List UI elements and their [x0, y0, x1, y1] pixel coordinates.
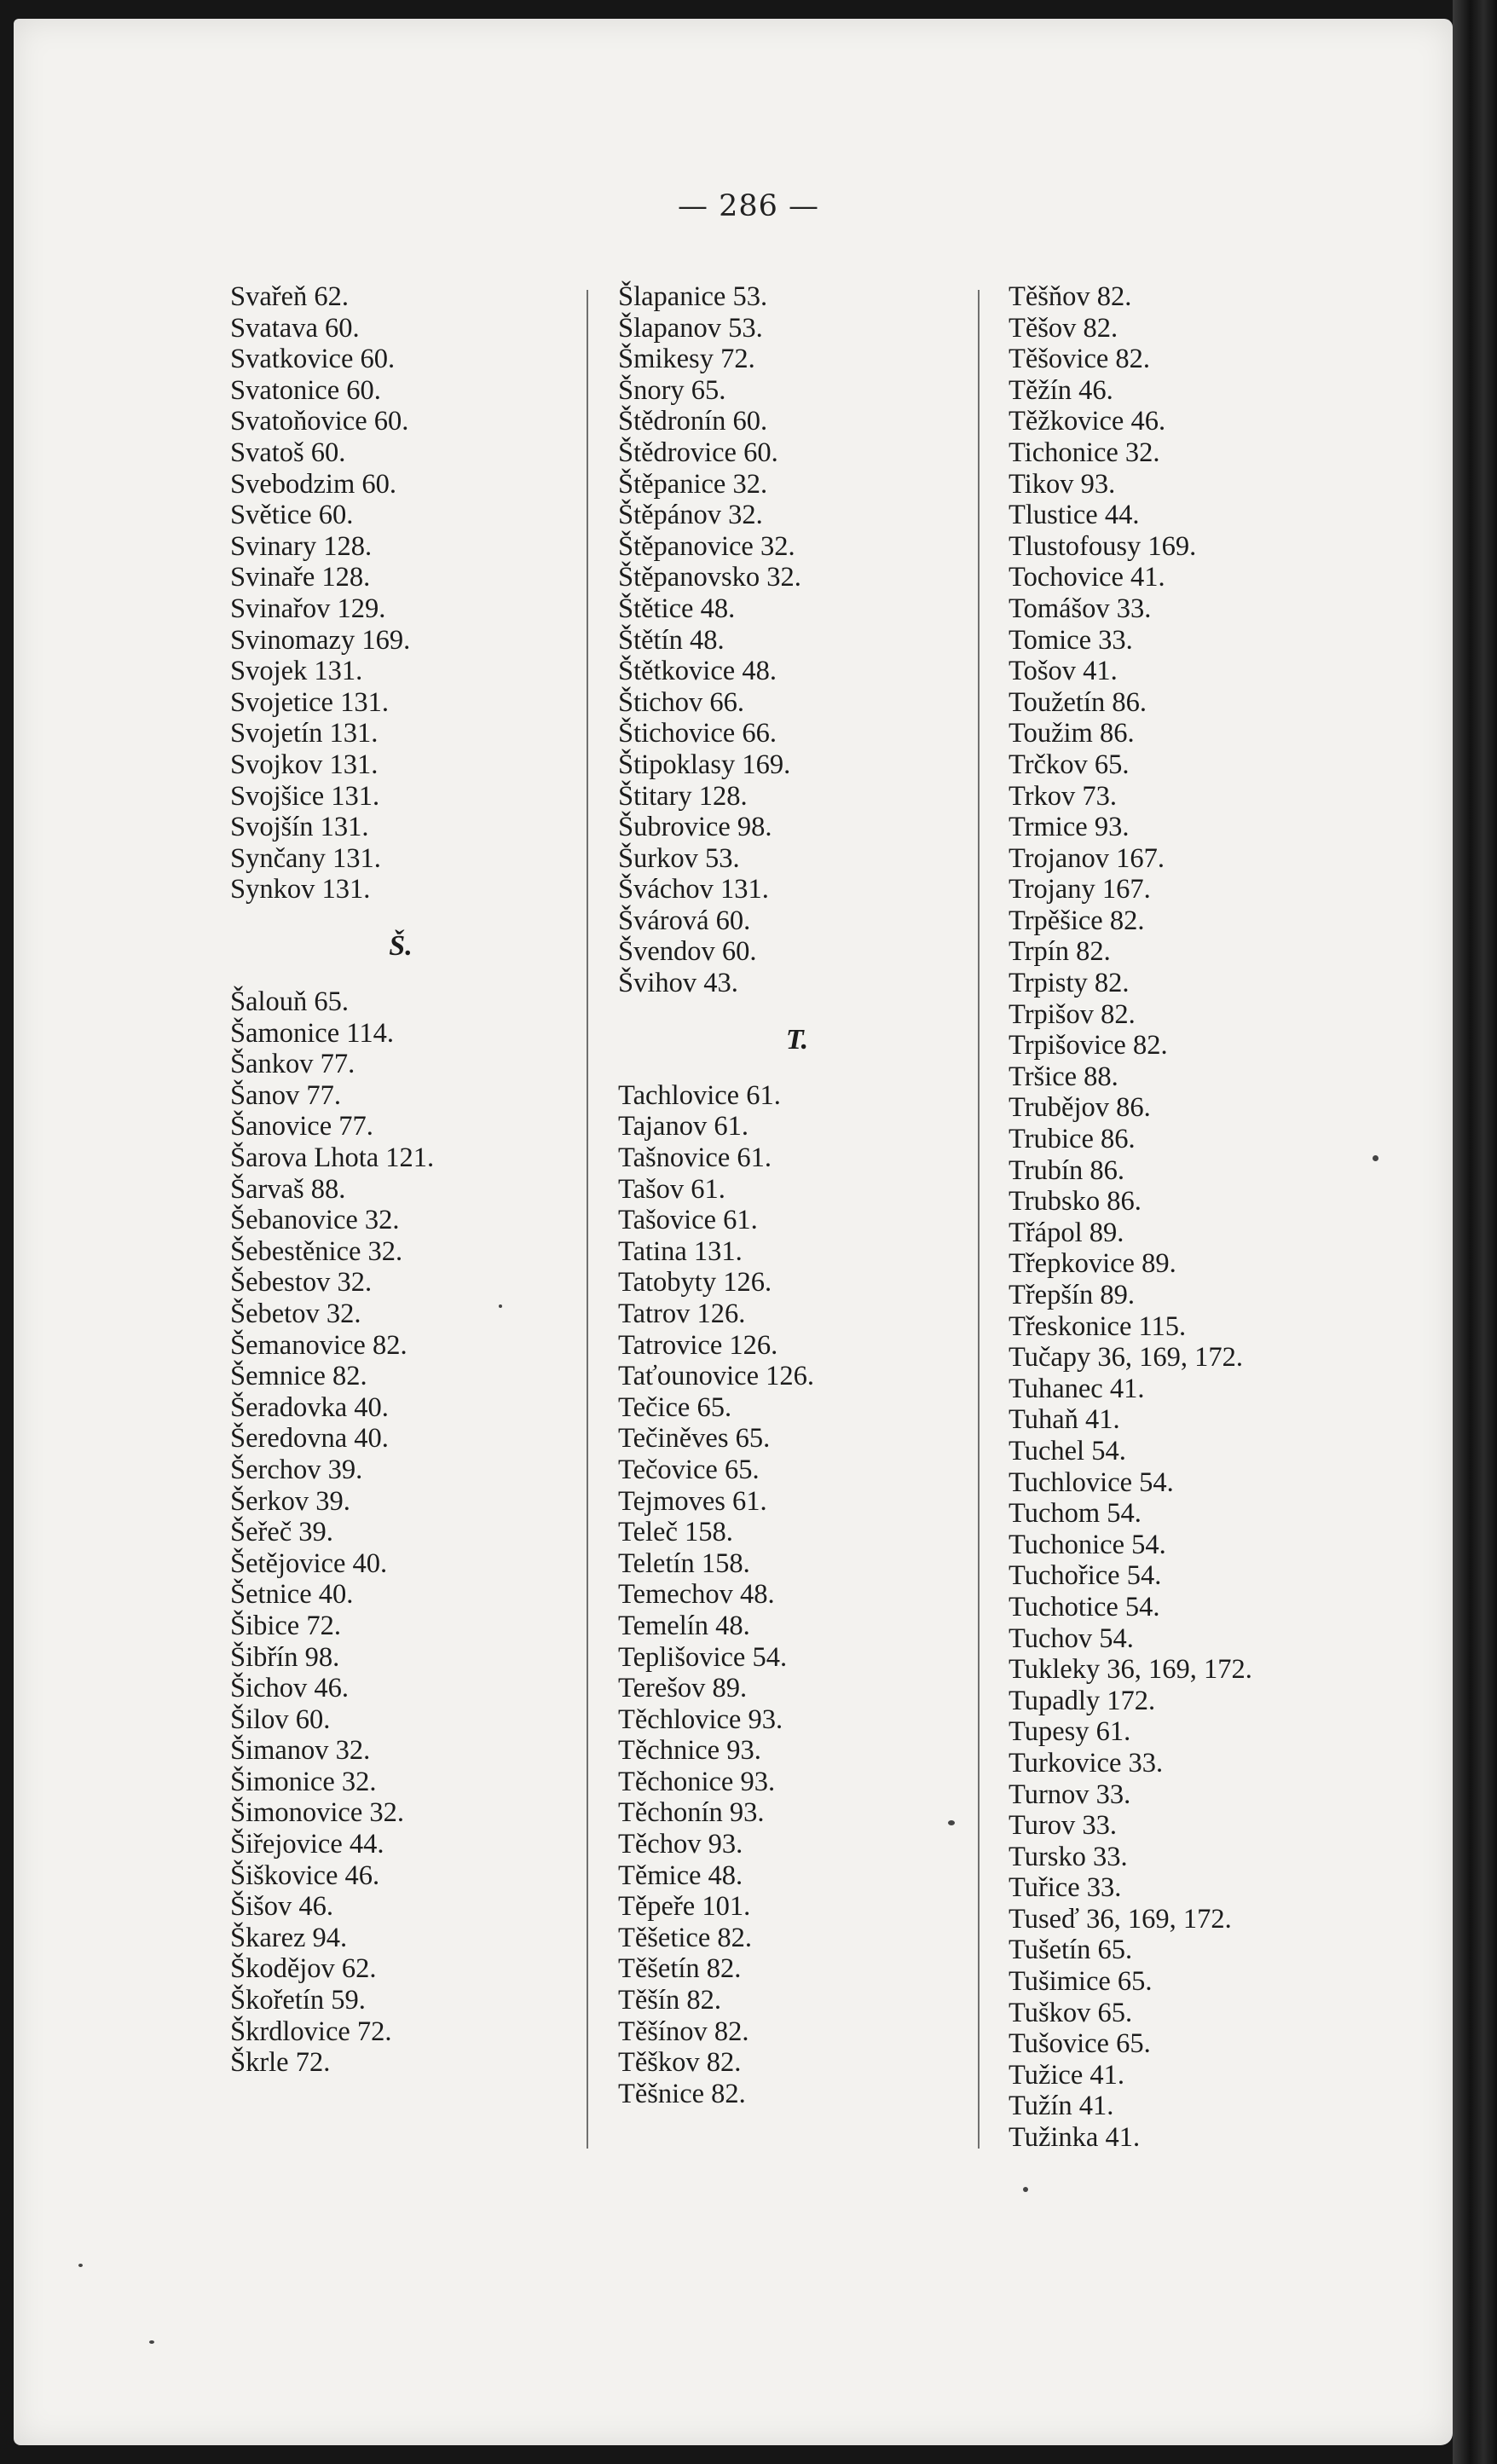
- index-entry: Teleč 158.: [618, 1517, 733, 1548]
- index-entry: Šerkov 39.: [230, 1485, 350, 1517]
- index-entry: Štětín 48.: [618, 624, 725, 656]
- index-entry: Těžkovice 46.: [1009, 406, 1166, 437]
- index-entry: Toužim 86.: [1009, 718, 1135, 749]
- index-entry: Tašov 61.: [618, 1173, 725, 1205]
- index-entry: Svojetice 131.: [230, 686, 389, 718]
- index-entry: Tuchel 54.: [1009, 1435, 1126, 1466]
- index-entry: Štichovice 66.: [618, 718, 777, 749]
- index-column-1: [230, 281, 571, 2079]
- index-entry: Tuchov 54.: [1009, 1622, 1134, 1654]
- column-divider: [978, 290, 980, 2149]
- index-entry: Tušetín 65.: [1009, 1935, 1133, 1966]
- index-entry: Švihov 43.: [618, 968, 738, 999]
- index-entry: Tuchořice 54.: [1009, 1560, 1162, 1592]
- index-entry: Tušimice 65.: [1009, 1966, 1153, 1998]
- book-spine-edge: [1453, 0, 1497, 2464]
- index-entry: Šanovice 77.: [230, 1111, 373, 1142]
- index-entry: Teletín 158.: [618, 1547, 750, 1579]
- index-entry: Šeradovka 40.: [230, 1391, 389, 1423]
- index-entry: Třepšín 89.: [1009, 1280, 1136, 1310]
- index-entry: Tašnovice 61.: [618, 1142, 772, 1173]
- index-entry: Šiškovice 46.: [230, 1860, 380, 1891]
- index-entry: Šebestov 32.: [230, 1267, 373, 1299]
- index-entry: Šurkov 53.: [618, 842, 740, 874]
- index-entry: Šibřín 98.: [230, 1641, 340, 1673]
- index-entry: Šalouň 65.: [230, 986, 350, 1018]
- index-entry: Štěpanovice 32.: [618, 530, 795, 562]
- index-entry: Trmice 93.: [1009, 812, 1130, 843]
- index-entry: Šlapanice 53.: [618, 281, 768, 312]
- index-entry: Teplišovice 54.: [618, 1641, 788, 1673]
- index-entry: Těšetín 82.: [618, 1953, 742, 1985]
- index-entry: Tikov 93.: [1009, 468, 1116, 500]
- index-entry: Trpišov 82.: [1009, 998, 1136, 1030]
- index-entry: Svatkovice 60.: [230, 344, 396, 375]
- letter-heading: Š.: [389, 929, 413, 962]
- index-entry: Těšín 82.: [618, 1985, 721, 2016]
- index-entry: Tučapy 36, 169, 172.: [1009, 1342, 1244, 1374]
- index-entry: Svatoš 60.: [230, 437, 346, 468]
- index-entry: Tršice 88.: [1009, 1061, 1118, 1092]
- index-entry: Štědronín 60.: [618, 406, 768, 437]
- index-entry: Třepkovice 89.: [1009, 1248, 1176, 1280]
- index-entry: Turkovice 33.: [1009, 1747, 1164, 1779]
- index-entry: Šerchov 39.: [230, 1454, 363, 1485]
- index-entry: Tuchom 54.: [1009, 1498, 1142, 1530]
- column-divider: [587, 290, 588, 2149]
- index-entry: Trpisty 82.: [1009, 968, 1130, 999]
- index-entry: Štěpanice 32.: [618, 468, 768, 500]
- index-entry: Tašovice 61.: [618, 1205, 758, 1236]
- index-entry: Třeskonice 115.: [1009, 1310, 1187, 1342]
- index-entry: Svatava 60.: [230, 312, 360, 344]
- index-entry: Tomice 33.: [1009, 624, 1133, 656]
- index-entry: Tatobyty 126.: [618, 1267, 772, 1299]
- index-entry: Škrle 72.: [230, 2047, 331, 2079]
- index-entry: Šarova Lhota 121.: [230, 1142, 435, 1173]
- index-entry: Švárová 60.: [618, 905, 751, 936]
- index-entry: Štichov 66.: [618, 686, 745, 718]
- index-entry: Synčany 131.: [230, 842, 381, 874]
- index-entry: Štipoklasy 169.: [618, 749, 791, 780]
- index-entry: Šimonice 32.: [230, 1766, 377, 1797]
- index-entry: Trubín 86.: [1009, 1154, 1125, 1186]
- index-entry: Trojany 167.: [1009, 874, 1151, 905]
- index-entry: Trubice 86.: [1009, 1124, 1136, 1155]
- index-entry: Šlapanov 53.: [618, 312, 763, 344]
- index-entry: Tuhaň 41.: [1009, 1404, 1120, 1436]
- index-entry: Šichov 46.: [230, 1673, 350, 1704]
- index-entry: Temelín 48.: [618, 1610, 750, 1641]
- index-entry: Toužetín 86.: [1009, 686, 1147, 718]
- index-entry: Svojšice 131.: [230, 780, 380, 812]
- index-entry: Tužice 41.: [1009, 2059, 1125, 2091]
- index-entry: Škarez 94.: [230, 1922, 348, 1953]
- page-number: — 286 —: [677, 189, 820, 223]
- index-entry: Škořetín 59.: [230, 1985, 366, 2016]
- index-entry: Tursko 33.: [1009, 1841, 1128, 1872]
- index-entry: Tomášov 33.: [1009, 593, 1152, 624]
- index-entry: Těšínov 82.: [618, 2016, 749, 2047]
- index-entry: Šebetov 32.: [230, 1298, 361, 1329]
- index-entry: Těšov 82.: [1009, 312, 1118, 344]
- index-entry: Svinařov 129.: [230, 593, 386, 624]
- index-entry: Svinaře 128.: [230, 562, 371, 593]
- index-entry: Šebestěnice 32.: [230, 1235, 403, 1267]
- index-entry: Těšňov 82.: [1009, 281, 1132, 312]
- index-entry: Těchonice 93.: [618, 1766, 776, 1797]
- index-entry: Turov 33.: [1009, 1810, 1118, 1842]
- index-entry: Šeredovna 40.: [230, 1423, 389, 1455]
- index-entry: Trkov 73.: [1009, 780, 1118, 812]
- index-entry: Svojšín 131.: [230, 812, 369, 843]
- index-entry: Tužinka 41.: [1009, 2122, 1141, 2154]
- index-entry: Trpěšice 82.: [1009, 905, 1145, 936]
- index-entry: Štětkovice 48.: [618, 656, 777, 687]
- index-entry: Synkov 131.: [230, 874, 371, 905]
- index-entry: Svebodzim 60.: [230, 468, 396, 500]
- index-entry: Šiřejovice 44.: [230, 1829, 384, 1860]
- index-entry: Šeřeč 39.: [230, 1517, 333, 1548]
- index-entry: Šetnice 40.: [230, 1579, 354, 1611]
- index-entry: Trčkov 65.: [1009, 749, 1130, 780]
- index-entry: Svařeň 62.: [230, 281, 349, 312]
- index-entry: Tupadly 172.: [1009, 1685, 1156, 1716]
- index-entry: Šetějovice 40.: [230, 1547, 388, 1579]
- index-entry: Těchnice 93.: [618, 1735, 761, 1767]
- index-entry: Tošov 41.: [1009, 656, 1118, 687]
- index-entry: Těšovice 82.: [1009, 344, 1151, 375]
- index-entry: Tichonice 32.: [1009, 437, 1160, 468]
- index-entry: Těšnice 82.: [618, 2078, 746, 2109]
- index-entry: Šimonovice 32.: [230, 1797, 405, 1829]
- index-entry: Těžín 46.: [1009, 374, 1113, 406]
- index-entry: Tlustice 44.: [1009, 500, 1140, 531]
- index-entry: Trojanov 167.: [1009, 842, 1165, 874]
- index-entry: Tochovice 41.: [1009, 562, 1165, 593]
- index-entry: Svinomazy 169.: [230, 624, 411, 656]
- index-entry: Tuhaneс 41.: [1009, 1373, 1145, 1404]
- index-entry: Šnory 65.: [618, 374, 726, 406]
- index-entry: Těchov 93.: [618, 1829, 743, 1860]
- index-entry: Těmice 48.: [618, 1860, 743, 1891]
- index-entry: Turnov 33.: [1009, 1779, 1131, 1810]
- index-entry: Tatrov 126.: [618, 1298, 746, 1329]
- index-entry: Tužín 41.: [1009, 2091, 1114, 2122]
- index-entry: Tupesy 61.: [1009, 1716, 1131, 1748]
- index-entry: Tuškov 65.: [1009, 1997, 1133, 2028]
- index-entry: Škrdlovice 72.: [230, 2016, 392, 2047]
- index-entry: Šubrovice 98.: [618, 812, 772, 843]
- index-entry: Tuřice 33.: [1009, 1872, 1122, 1904]
- index-entry: Těchonín 93.: [618, 1797, 765, 1829]
- index-entry: Temechov 48.: [618, 1579, 775, 1611]
- index-entry: Šišov 46.: [230, 1891, 334, 1923]
- index-entry: Svojkov 131.: [230, 749, 379, 780]
- index-entry: Šibice 72.: [230, 1610, 341, 1641]
- index-entry: Štědrovice 60.: [618, 437, 778, 468]
- index-entry: Tuchotice 54.: [1009, 1591, 1160, 1622]
- index-entry: Taťounovice 126.: [618, 1361, 815, 1392]
- index-entry: Svatoňovice 60.: [230, 406, 409, 437]
- index-entry: Svinary 128.: [230, 530, 373, 562]
- index-entry: Tuchlovice 54.: [1009, 1466, 1174, 1498]
- index-column-3: [1009, 281, 1401, 2154]
- letter-heading: T.: [785, 1023, 809, 1056]
- index-entry: Svatonice 60.: [230, 374, 381, 406]
- index-entry: Tečovice 65.: [618, 1454, 760, 1485]
- index-entry: Šváchov 131.: [618, 874, 769, 905]
- index-entry: Těpeře 101.: [618, 1891, 751, 1923]
- index-entry: Trubsko 86.: [1009, 1186, 1142, 1218]
- index-entry: Šmikesy 72.: [618, 344, 755, 375]
- index-entry: Šamonice 114.: [230, 1017, 394, 1049]
- index-entry: Tachlovice 61.: [618, 1079, 781, 1111]
- index-entry: Svojek 131.: [230, 656, 363, 687]
- index-entry: Tejmoves 61.: [618, 1485, 767, 1517]
- index-entry: Šemanovice 82.: [230, 1329, 407, 1361]
- index-entry: Tajanov 61.: [618, 1111, 748, 1142]
- index-entry: Světice 60.: [230, 500, 354, 531]
- index-entry: Těchlovice 93.: [618, 1703, 783, 1735]
- index-entry: Tuseď 36, 169, 172.: [1009, 1903, 1232, 1935]
- index-entry: Terešov 89.: [618, 1673, 748, 1704]
- index-entry: Tečiněves 65.: [618, 1423, 771, 1455]
- index-entry: Šebanovice 32.: [230, 1205, 400, 1236]
- index-entry: Třápol 89.: [1009, 1217, 1124, 1248]
- index-entry: Štěpanovsko 32.: [618, 562, 801, 593]
- index-entry: Trpín 82.: [1009, 936, 1111, 968]
- index-entry: Svojetín 131.: [230, 718, 379, 749]
- index-entry: Štětice 48.: [618, 593, 736, 624]
- index-entry: Šimanov 32.: [230, 1735, 371, 1767]
- index-entry: Štěpánov 32.: [618, 500, 763, 531]
- index-entry: Tušovice 65.: [1009, 2028, 1151, 2060]
- index-entry: Těšetice 82.: [618, 1922, 753, 1953]
- index-entry: Tukleky 36, 169, 172.: [1009, 1654, 1252, 1686]
- index-entry: Šanov 77.: [230, 1079, 341, 1111]
- index-column-2: [618, 281, 976, 2109]
- index-entry: Tatrovice 126.: [618, 1329, 778, 1361]
- index-entry: Šemnice 82.: [230, 1361, 367, 1392]
- index-entry: Švendov 60.: [618, 936, 757, 968]
- index-entry: Tuchonice 54.: [1009, 1529, 1166, 1560]
- index-entry: Tečice 65.: [618, 1391, 732, 1423]
- index-entry: Šankov 77.: [230, 1049, 355, 1080]
- index-entry: Štitary 128.: [618, 780, 748, 812]
- index-entry: Trubějov 86.: [1009, 1092, 1151, 1124]
- index-entry: Šilov 60.: [230, 1703, 331, 1735]
- index-entry: Těškov 82.: [618, 2047, 742, 2079]
- index-entry: Tatina 131.: [618, 1235, 743, 1267]
- index-entry: Šarvaš 88.: [230, 1173, 346, 1205]
- index-entry: Škodějov 62.: [230, 1953, 377, 1985]
- index-entry: Trpišovice 82.: [1009, 1030, 1168, 1061]
- index-entry: Tlustofousy 169.: [1009, 530, 1197, 562]
